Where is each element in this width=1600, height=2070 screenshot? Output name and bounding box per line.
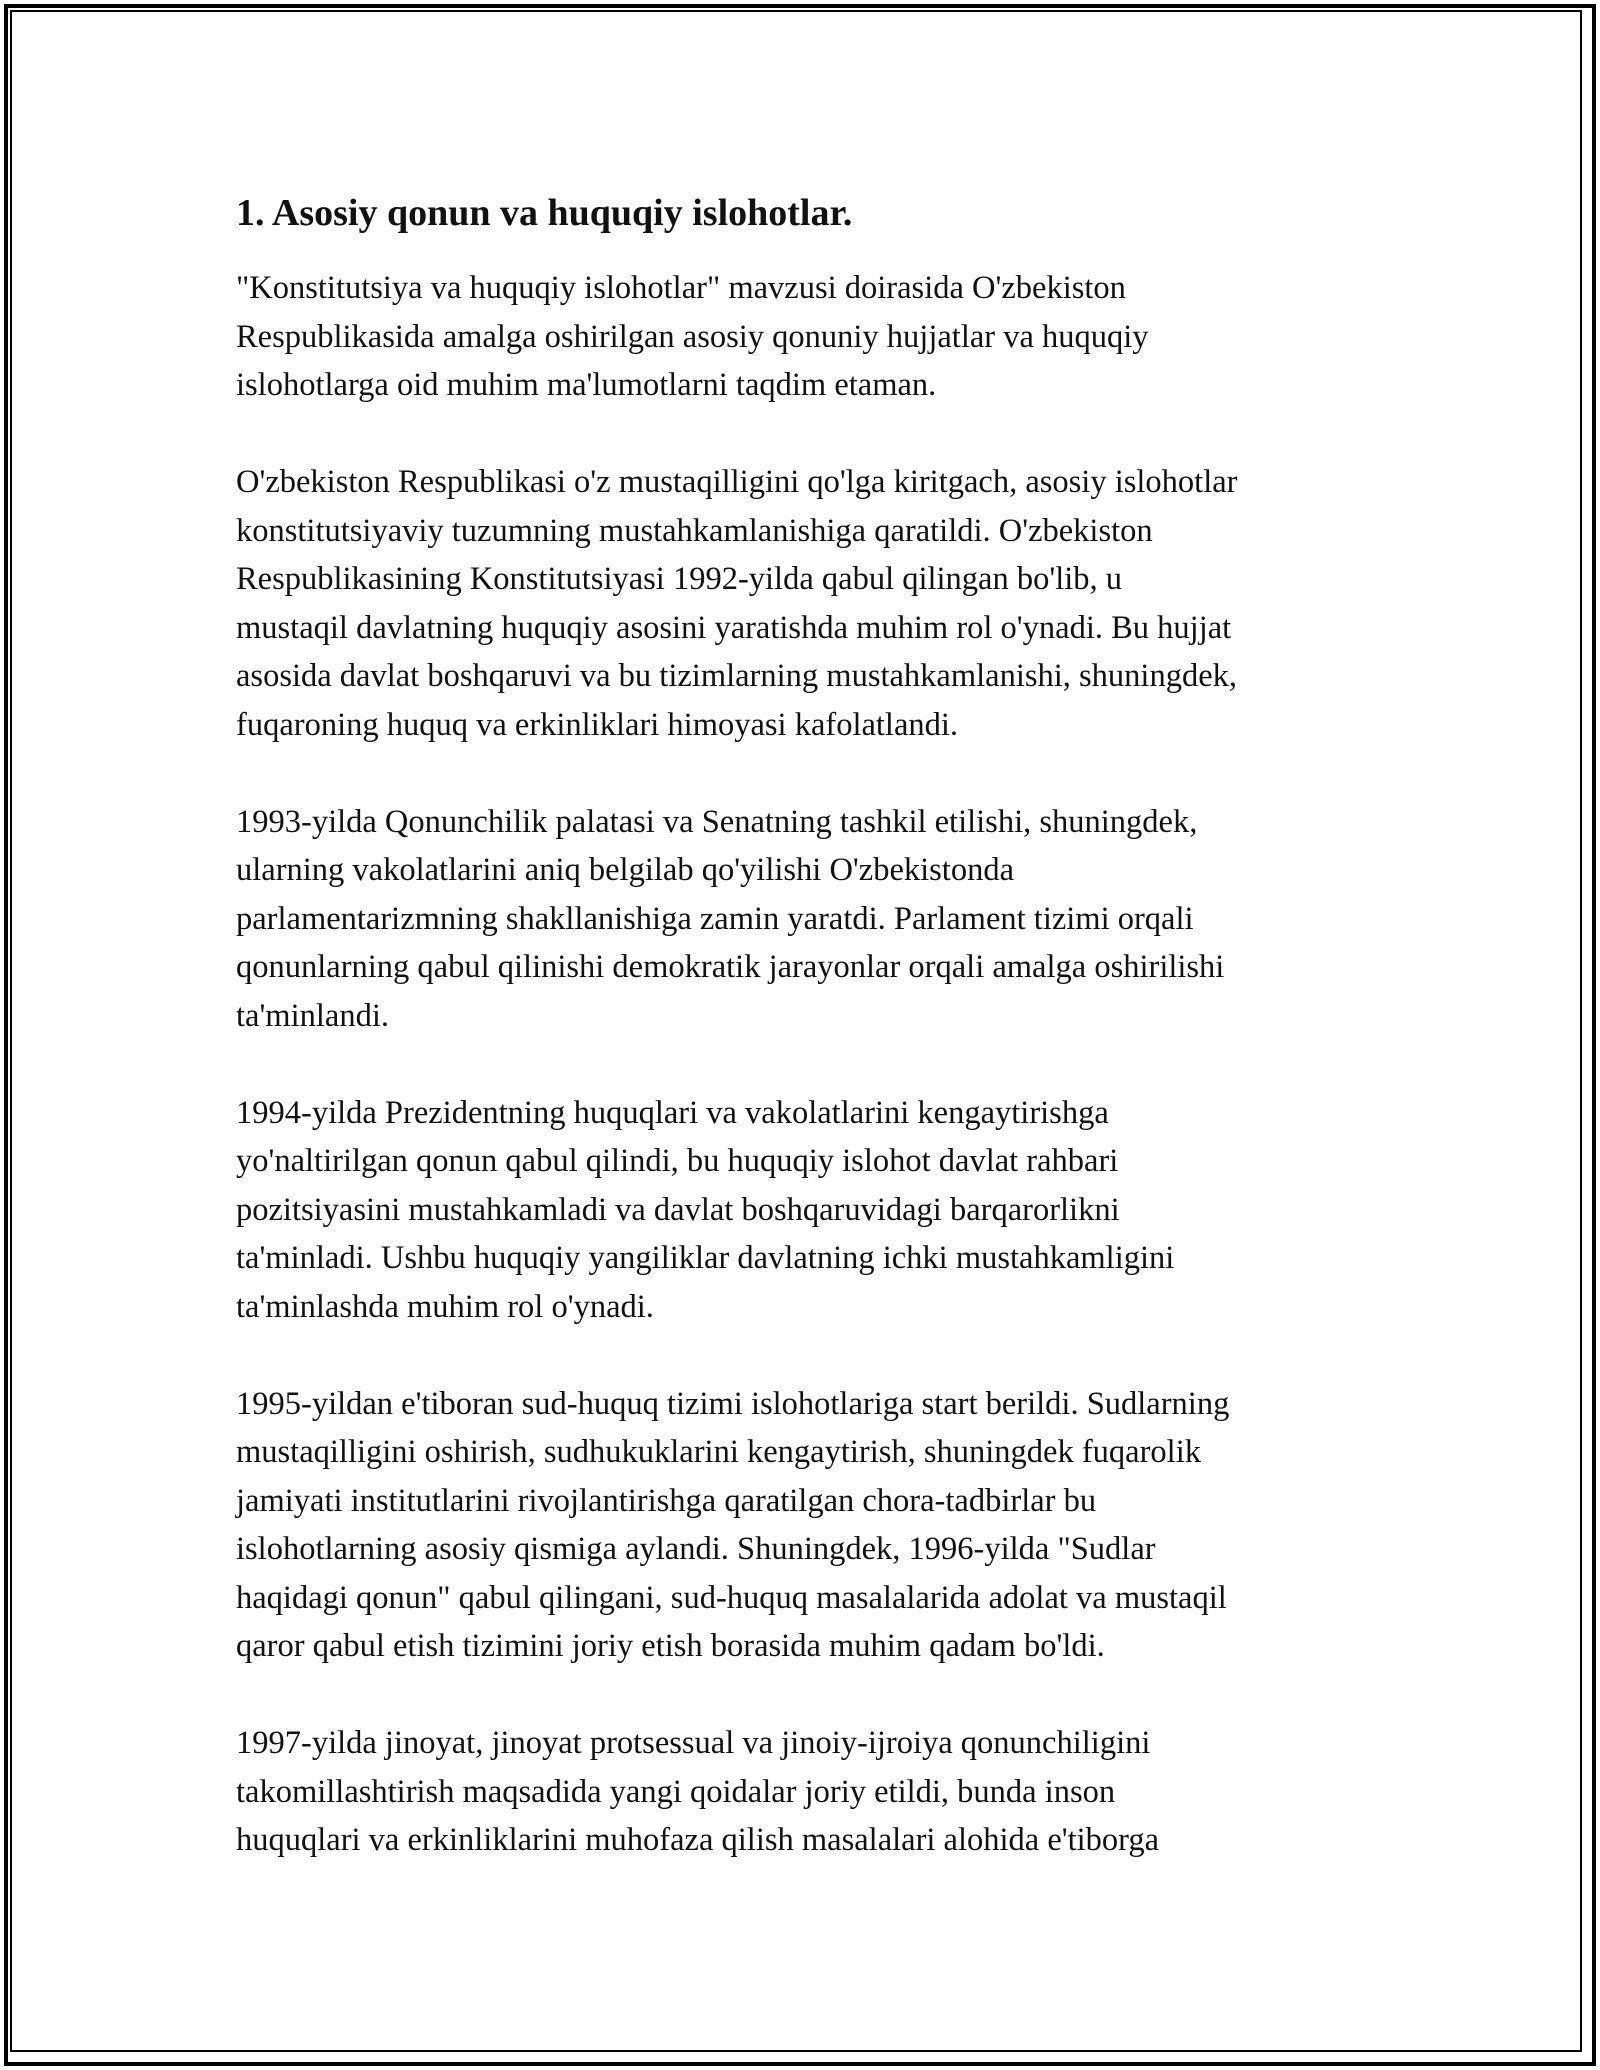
text-line: yo'naltirilgan qonun qabul qilindi, bu huquqiy islohot davlat rahbari <box>236 1143 1119 1179</box>
paragraph-1995 <box>236 1380 1376 1671</box>
text-line: fuqaroning huquq va erkinliklari himoyasi kafolatlandi. <box>236 706 959 743</box>
document-body <box>236 188 1376 1913</box>
text-line: 1995-yildan e'tiboran sud-huquq tizimi islohotlariga start berildi. Sudlarning <box>236 1385 1230 1422</box>
paragraph-1997 <box>236 1719 1376 1865</box>
section-heading: 1. Asosiy qonun va huquqiy islohotlar. <box>236 192 853 234</box>
text-line: huquqlari va erkinliklarini muhofaza qilish masalalari alohida e'tiborga <box>236 1822 1160 1858</box>
text-line: qonunlarning qabul qilinishi demokratik jarayonlar orqali amalga oshirilishi <box>236 949 1225 985</box>
text-line: pozitsiyasini mustahkamladi va davlat boshqaruvidagi barqarorlikni <box>236 1191 1120 1228</box>
text-line: O'zbekiston Respublikasi o'z mustaqilligini qo'lga kiritgach, asosiy islohotlar <box>236 464 1238 500</box>
text-line: Respublikasining Konstitutsiyasi 1992-yilda qabul qilingan bo'lib, u <box>236 561 1123 597</box>
paragraph-1994 <box>236 1089 1376 1332</box>
paragraph-1992 <box>236 458 1376 749</box>
text-line: mustaqil davlatning huquqiy asosini yaratishda muhim rol o'ynadi. Bu hujjat <box>236 609 1232 646</box>
text-line: 1993-yilda Qonunchilik palatasi va Senatning tashkil etilishi, shuningdek, <box>236 803 1198 840</box>
paragraph-intro <box>236 264 1376 410</box>
text-line: qaror qabul etish tizimini joriy etish borasida muhim qadam bo'ldi. <box>236 1628 1105 1664</box>
text-line: "Konstitutsiya va huquqiy islohotlar" mavzusi doirasida O'zbekiston <box>236 270 1126 306</box>
text-line: 1994-yilda Prezidentning huquqlari va vakolatlarini kengaytirishga <box>236 1094 1109 1131</box>
text-line: ta'minladi. Ushbu huquqiy yangiliklar davlatning ichki mustahkamligini <box>236 1240 1175 1276</box>
text-line: ta'minlandi. <box>236 997 389 1034</box>
text-line: ularning vakolatlarini aniq belgilab qo'yilishi O'zbekistonda <box>236 852 1015 888</box>
paragraph-1993 <box>236 798 1376 1041</box>
text-line: Respublikasida amalga oshirilgan asosiy qonuniy hujjatlar va huquqiy <box>236 318 1149 355</box>
text-line: islohotlarga oid muhim ma'lumotlarni taqdim etaman. <box>236 367 937 403</box>
text-line: parlamentarizmning shakllanishiga zamin yaratdi. Parlament tizimi orqali <box>236 900 1194 937</box>
text-line: haqidagi qonun" qabul qilingani, sud-huquq masalalarida adolat va mustaqil <box>236 1579 1227 1616</box>
text-line: konstitutsiyaviy tuzumning mustahkamlanishiga qaratildi. O'zbekiston <box>236 512 1153 549</box>
text-line: jamiyati institutlarini rivojlantirishga qaratilgan chora-tadbirlar bu <box>236 1482 1097 1519</box>
text-line: ta'minlashda muhim rol o'ynadi. <box>236 1288 654 1325</box>
text-line: takomillashtirish maqsadida yangi qoidalar joriy etildi, bunda inson <box>236 1773 1116 1810</box>
text-line: asosida davlat boshqaruvi va bu tizimlarning mustahkamlanishi, shuningdek, <box>236 658 1238 694</box>
text-line: 1997-yilda jinoyat, jinoyat protsessual va jinoiy-ijroiya qonunchiligini <box>236 1725 1151 1761</box>
text-line: mustaqilligini oshirish, sudhukuklarini kengaytirish, shuningdek fuqarolik <box>236 1434 1201 1470</box>
text-line: islohotlarning asosiy qismiga aylandi. Shuningdek, 1996-yilda "Sudlar <box>236 1531 1156 1567</box>
